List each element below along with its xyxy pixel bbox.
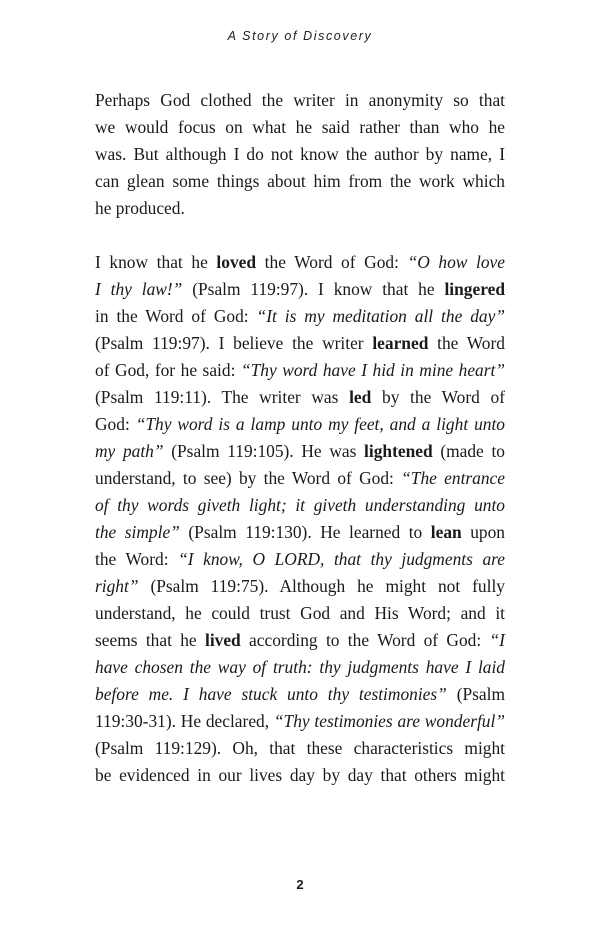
text-line (95, 195, 505, 222)
text-run: (Psalm 119:129). Oh, that these characteristics might (95, 738, 505, 758)
bold-keyword: lightened (364, 441, 433, 461)
text-line (95, 303, 505, 330)
page-number: 2 (296, 877, 304, 892)
text-run: was. But although I do not know the author by name, I (95, 144, 505, 164)
text-line (95, 762, 505, 789)
text-run: understand, to see) by the Word of God: (95, 468, 402, 488)
text-line (95, 276, 505, 303)
text-line (95, 681, 505, 708)
bold-keyword: lean (430, 522, 462, 542)
text-run: the Word: (95, 549, 179, 569)
scripture-quote: “The entrance (401, 468, 505, 488)
scripture-quote: “I (489, 630, 505, 650)
scripture-quote: the simple” (95, 522, 180, 542)
text-run: according to the Word of God: (240, 630, 490, 650)
text-run: can glean some things about him from the work which (95, 171, 505, 191)
text-run: of God, for he said: (95, 360, 241, 380)
text-line (95, 519, 505, 546)
text-run: (Psalm 119:75). Although he might not fully (138, 576, 505, 596)
text-run: (Psalm 119:97). I believe the writer (95, 333, 373, 353)
text-run: in the Word of God: (95, 306, 257, 326)
text-line (95, 627, 505, 654)
text-run: (Psalm 119:130). He learned to (179, 522, 431, 542)
scripture-quote: “Thy testimonies are wonderful” (273, 711, 505, 731)
text-line (95, 249, 505, 276)
text-run: the Word (428, 333, 505, 353)
scripture-quote: “I know, O LORD, that thy judgments are (178, 549, 505, 569)
bold-keyword: lived (204, 630, 241, 650)
text-line (95, 465, 505, 492)
text-line (95, 573, 505, 600)
text-run: the Word of God: (256, 252, 408, 272)
text-run: he produced. (95, 198, 185, 218)
text-run: by the Word of (371, 387, 506, 407)
text-line (95, 114, 505, 141)
text-line (95, 411, 505, 438)
text-run: I know that he (95, 252, 217, 272)
text-run: (Psalm 119:11). The writer was (95, 387, 350, 407)
text-line (95, 654, 505, 681)
text-run: (Psalm (446, 684, 506, 704)
text-run: understand, he could trust God and His Word; and it (95, 603, 505, 623)
paragraph-gap (95, 222, 505, 249)
text-line (95, 600, 505, 627)
bold-keyword: lingered (444, 279, 505, 299)
scripture-quote: “O how love (407, 252, 505, 272)
text-run: 119:30-31). He declared, (95, 711, 274, 731)
scripture-quote: before me. I have stuck unto thy testimonies” (95, 684, 447, 704)
scripture-quote: “Thy word have I hid in mine heart” (240, 360, 506, 380)
text-line (95, 87, 505, 114)
text-run: (Psalm 119:97). I know that he (182, 279, 445, 299)
text-run: (made to (432, 441, 505, 461)
text-run: Perhaps God clothed the writer in anonymity so that (95, 90, 505, 110)
running-head-title: A Story of Discovery (227, 29, 373, 43)
scripture-quote: right” (95, 576, 139, 596)
bold-keyword: learned (372, 333, 429, 353)
text-line (95, 438, 505, 465)
text-line (95, 384, 505, 411)
text-line (95, 546, 505, 573)
text-run: God: (95, 414, 136, 434)
text-run: seems that he (95, 630, 205, 650)
text-line (95, 735, 505, 762)
bold-keyword: loved (216, 252, 257, 272)
scripture-quote: “Thy word is a lamp unto my feet, and a light unto (135, 414, 505, 434)
text-run: be evidenced in our lives day by day that others might (95, 765, 505, 785)
text-run: upon (461, 522, 505, 542)
paragraph (95, 87, 505, 222)
text-run: we would focus on what he said rather than who he (95, 117, 505, 137)
scripture-quote: of thy words giveth light; it giveth understanding unto (95, 495, 505, 515)
scripture-quote: “It is my meditation all the day” (256, 306, 505, 326)
text-line (95, 168, 505, 195)
text-line (95, 357, 505, 384)
text-line (95, 330, 505, 357)
text-line (95, 708, 505, 735)
paragraph (95, 249, 505, 789)
scripture-quote: I thy law!” (95, 279, 183, 299)
scripture-quote: my path” (95, 441, 164, 461)
text-run: (Psalm 119:105). He was (163, 441, 365, 461)
text-line (95, 492, 505, 519)
body-text (95, 87, 505, 789)
scripture-quote: have chosen the way of truth: thy judgments have I laid (95, 657, 505, 677)
bold-keyword: led (349, 387, 372, 407)
text-line (95, 141, 505, 168)
